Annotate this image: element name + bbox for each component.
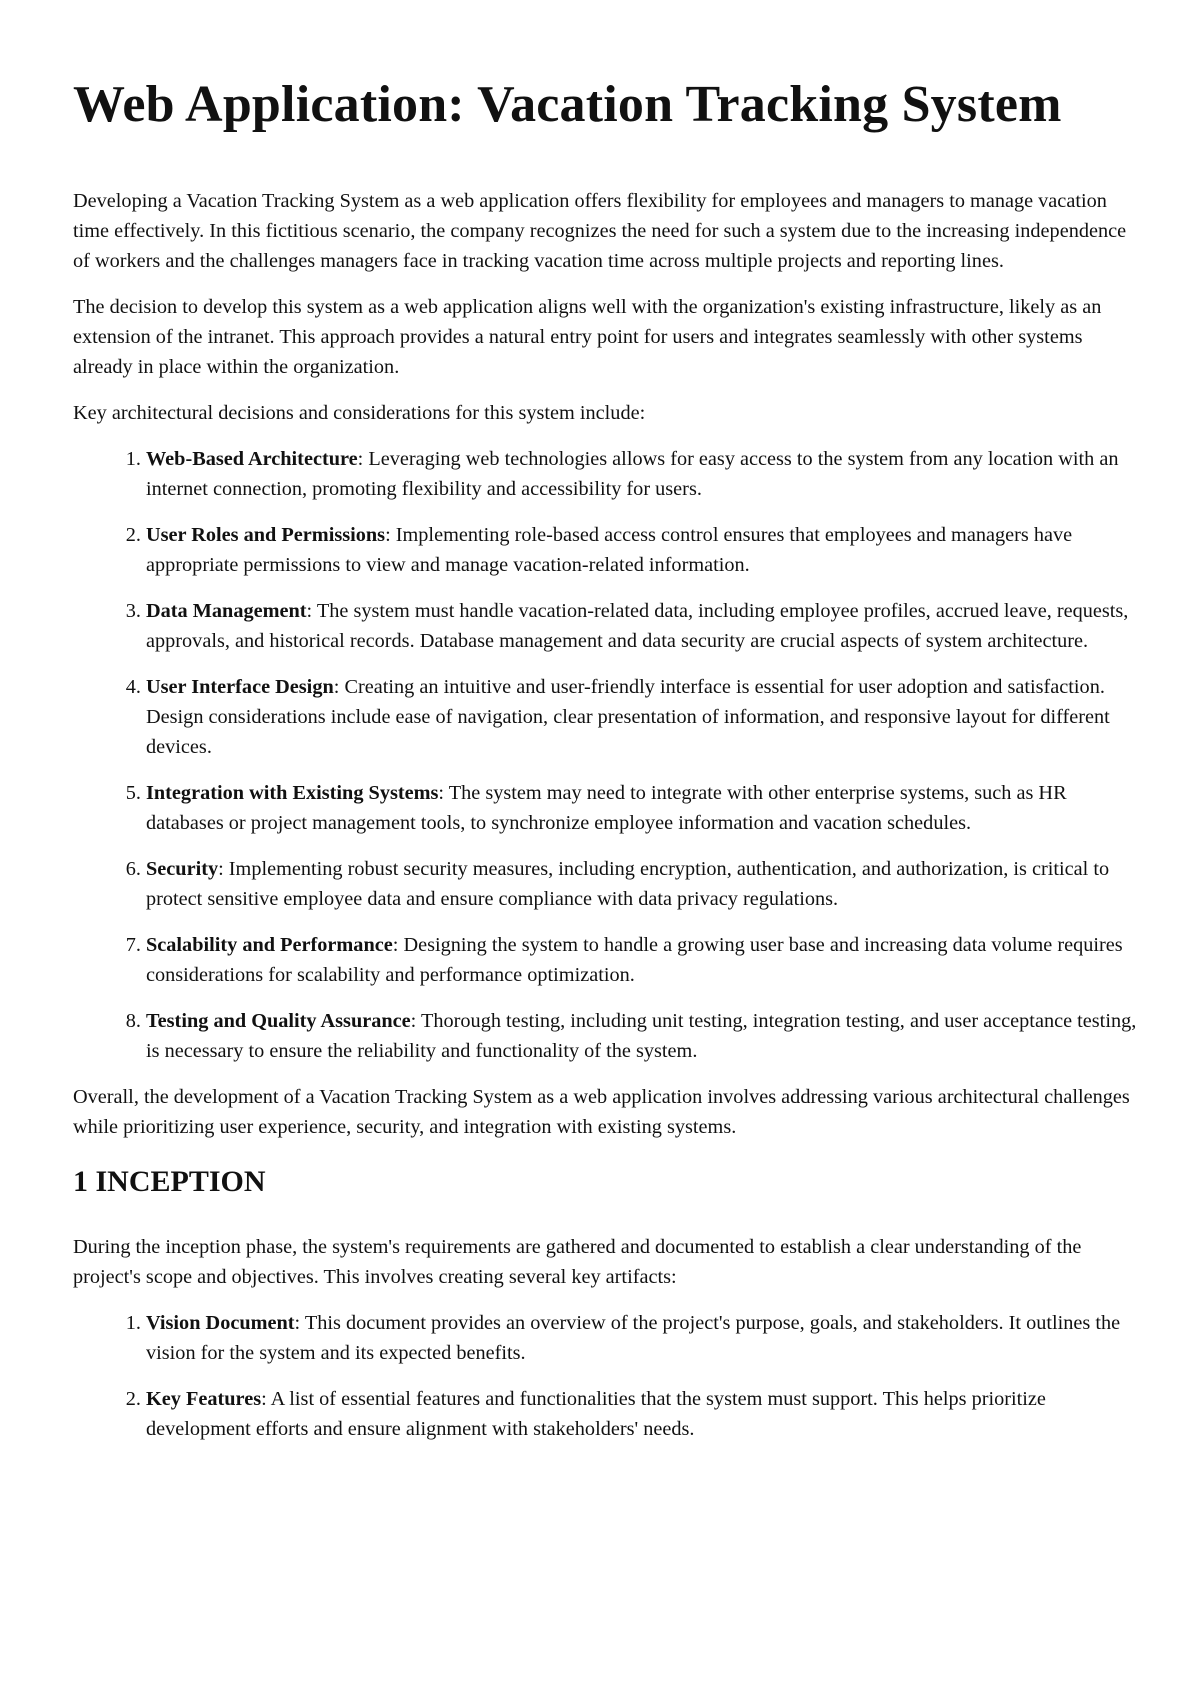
list-item-term: Vision Document	[146, 1312, 295, 1334]
document-body	[73, 186, 1143, 1460]
list-item	[146, 778, 1143, 838]
intro-paragraph: Key architectural decisions and considerations for this system include:	[73, 402, 646, 424]
list-item-text: : Creating an intuitive and user-friendly interface is essential for user adoption and satisfaction. Design considerations include ease of navigation, clear presentation of information, and responsive layout for different devices.	[146, 676, 1110, 758]
intro-paragraph: The decision to develop this system as a web application aligns well with the organization's existing infrastructure, likely as an extension of the intranet. This approach provides a natural entry point for users and integrates seamlessly with other systems already in place within the organization.	[73, 296, 1102, 378]
list-item-text: : A list of essential features and functionalities that the system must support. This helps prioritize development efforts and ensure alignment with stakeholders' needs.	[146, 1388, 1046, 1440]
list-item-term: User Interface Design	[146, 676, 334, 698]
list-item	[146, 930, 1143, 990]
list-item	[146, 444, 1143, 504]
list-item-term: Data Management	[146, 600, 307, 622]
list-item	[146, 854, 1143, 914]
list-item-term: Scalability and Performance	[146, 934, 393, 956]
list-item-text: : The system may need to integrate with other enterprise systems, such as HR databases or project management tools, to synchronize employee information and vacation schedules.	[146, 782, 1067, 834]
list-item	[146, 1384, 1143, 1444]
artifacts-list	[73, 1308, 1143, 1444]
list-item-term: Security	[146, 858, 219, 880]
document-title: Web Application: Vacation Tracking System	[73, 76, 1062, 133]
list-item-term: Integration with Existing Systems	[146, 782, 439, 804]
list-item	[146, 1006, 1143, 1066]
list-item-term: User Roles and Permissions	[146, 524, 386, 546]
considerations-list	[73, 444, 1143, 1066]
section-heading-inception: 1 INCEPTION	[73, 1165, 266, 1198]
list-item-term: Key Features	[146, 1388, 262, 1410]
list-item	[146, 520, 1143, 580]
list-item-text: : Implementing robust security measures, including encryption, authentication, and authorization, is critical to protect sensitive employee data and ensure compliance with data privacy regulations.	[146, 858, 1110, 910]
list-item-text: : Leveraging web technologies allows for easy access to the system from any location with an internet connection, promoting flexibility and accessibility for users.	[146, 448, 1119, 500]
list-item-text: : This document provides an overview of the project's purpose, goals, and stakeholders. It outlines the vision for the system and its expected benefits.	[146, 1312, 1121, 1364]
list-item	[146, 672, 1143, 762]
list-item-text: : The system must handle vacation-related data, including employee profiles, accrued leave, requests, approvals, and historical records. Database management and data security are crucial aspects of system architecture.	[146, 600, 1129, 652]
list-item-term: Testing and Quality Assurance	[146, 1010, 411, 1032]
overall-paragraph: Overall, the development of a Vacation Tracking System as a web application involves addressing various architectural challenges while prioritizing user experience, security, and integration with existing systems.	[73, 1086, 1130, 1138]
list-item-text: : Implementing role-based access control ensures that employees and managers have appropriate permissions to view and manage vacation-related information.	[146, 524, 1073, 576]
intro-paragraph: Developing a Vacation Tracking System as a web application offers flexibility for employees and managers to manage vacation time effectively. In this fictitious scenario, the company recognizes the need for such a system due to the increasing independence of workers and the challenges managers face in tracking vacation time across multiple projects and reporting lines.	[73, 190, 1127, 272]
list-item	[146, 596, 1143, 656]
list-item-term: Web-Based Architecture	[146, 448, 358, 470]
list-item-text: : Designing the system to handle a growing user base and increasing data volume requires considerations for scalability and performance optimization.	[146, 934, 1123, 986]
list-item-text: : Thorough testing, including unit testing, integration testing, and user acceptance testing, is necessary to ensure the reliability and functionality of the system.	[146, 1010, 1137, 1062]
inception-intro-paragraph: During the inception phase, the system's requirements are gathered and documented to establish a clear understanding of the project's scope and objectives. This involves creating several key artifacts:	[73, 1236, 1082, 1288]
list-item	[146, 1308, 1143, 1368]
